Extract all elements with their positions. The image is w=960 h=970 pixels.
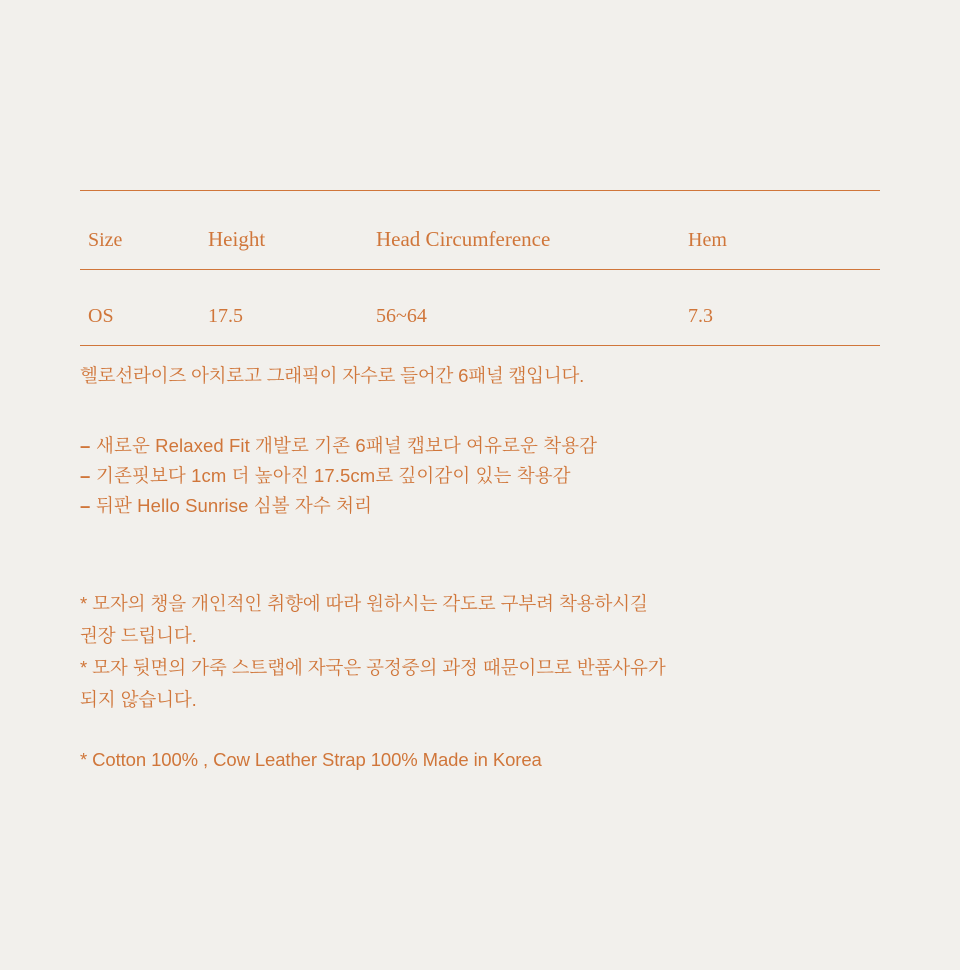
note-brim-line1: * 모자의 챙을 개인적인 취향에 따라 원하시는 각도로 구부려 착용하시길 bbox=[80, 593, 648, 614]
header-size: Size bbox=[88, 229, 123, 251]
note-brim-line2: 권장 드립니다. bbox=[80, 625, 197, 646]
table-row bbox=[80, 270, 880, 345]
bullet-dash: – bbox=[80, 434, 91, 456]
bullet-dash: – bbox=[80, 494, 91, 516]
table-header-row bbox=[80, 191, 880, 269]
cell-head-circumference: 56~64 bbox=[376, 305, 427, 327]
header-hem: Hem bbox=[688, 229, 727, 251]
list-item-label: 뒤판 Hello Sunrise 심볼 자수 처리 bbox=[96, 494, 373, 516]
cell-height: 17.5 bbox=[208, 305, 243, 327]
feature-list bbox=[80, 431, 930, 521]
table-bottom-rule bbox=[80, 345, 880, 346]
header-head-circumference: Head Circumference bbox=[376, 227, 551, 251]
list-item-label: 기존핏보다 1cm 더 높아진 17.5cm로 깊이감이 있는 착용감 bbox=[96, 464, 571, 486]
care-notes bbox=[80, 588, 950, 776]
note-strap-line1: * 모자 뒷면의 가죽 스트랩에 자국은 공정중의 과정 때문이므로 반품사유가 bbox=[80, 657, 666, 678]
notes-spacer bbox=[80, 716, 950, 744]
bullet-dash: – bbox=[80, 464, 91, 486]
list-item bbox=[80, 431, 930, 461]
cell-hem: 7.3 bbox=[688, 305, 713, 327]
description-lead: 헬로선라이즈 아치로고 그래픽이 자수로 들어간 6패널 캡입니다. bbox=[80, 365, 585, 386]
list-item bbox=[80, 461, 930, 491]
cell-size: OS bbox=[88, 305, 114, 327]
note-material: * Cotton 100% , Cow Leather Strap 100% Made in Korea bbox=[80, 749, 542, 770]
header-height: Height bbox=[208, 227, 266, 251]
list-item bbox=[80, 491, 930, 521]
product-description bbox=[80, 363, 930, 521]
size-table bbox=[80, 190, 880, 346]
note-strap-line2: 되지 않습니다. bbox=[80, 689, 197, 710]
list-item-label: 새로운 Relaxed Fit 개발로 기존 6패널 캡보다 여유로운 착용감 bbox=[96, 434, 598, 456]
